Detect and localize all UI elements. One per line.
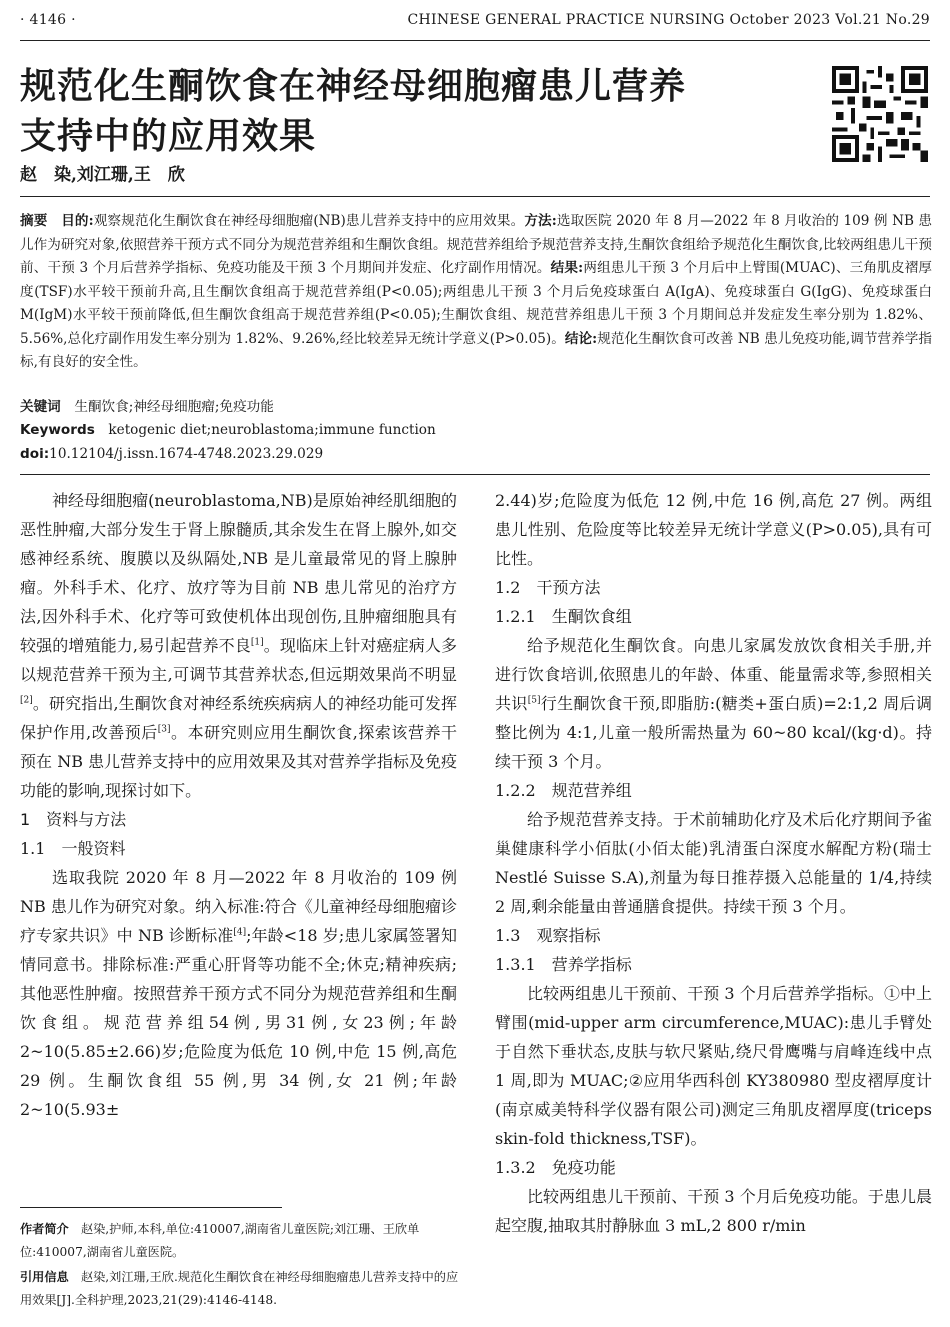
page-number: · 4146 · <box>20 12 76 28</box>
doi-link[interactable]: 10.12104/j.issn.1674-4748.2023.29.029 <box>49 446 324 462</box>
general-data-continued: 2.44)岁;危险度为低危 12 例,中危 16 例,高危 27 例。两组患儿性别、危险度等比较差异无统计学意义(P>0.05),具有可比性。 <box>495 491 932 568</box>
result-text: 两组患儿干预 3 个月后中上臂围(MUAC)、三角肌皮褶厚度(TSF)水平较干预前升高,且生酮饮食组高于规范营养组(P<0.05);两组患儿干预 3 个月后免疫球蛋白 A(IgA)、免疫球蛋白 G(IgG)、免疫球蛋白 M(IgM)水平较干预前降低,但生酮饮食组高于规范营养组(P<0.05);生酮饮食组、规范营养组患儿干预 3 个月期间总并发症发生率分别为 1.82%、5.56%,总化疗副作用发生率分别为 1.82%、9.26%,经比较差异无统计学意义(P>0.05)。 <box>20 260 932 347</box>
result-label: 结果: <box>550 260 584 276</box>
journal-info: CHINESE GENERAL PRACTICE NURSING October 2023 Vol.21 No.29 <box>407 12 930 28</box>
nutrition-index-paragraph: 比较两组患儿干预前、干预 3 个月后营养学指标。①中上臂围(mid-upper arm circumference,MUAC):患儿手臂处于自然下垂状态,皮肤与软尺紧贴,绕尺骨鹰嘴与肩峰连线中点 1 周,即为 MUAC;②应用华西科创 KY380980 型皮褶厚度计(南京威美特科学仪器有限公司)测定三角肌皮褶厚度(triceps skin-fold thickness,TSF)。 <box>495 984 932 1148</box>
citation-4[interactable]: [4] <box>233 927 247 938</box>
abstract-rule <box>20 474 930 475</box>
section-heading-1-3-1: 1.3.1 营养学指标 <box>495 955 632 974</box>
citation-3[interactable]: [3] <box>157 724 171 735</box>
section-heading-1-2: 1.2 干预方法 <box>495 578 601 597</box>
citation-footnote-label: 引用信息 <box>20 1270 69 1284</box>
title-line-1: 规范化生酮饮食在神经母细胞瘤患儿营养 <box>20 66 687 107</box>
intro-text-b: 。现临床上针对癌症病人多以规范营养干预为主,可调节其营养状态,但远期效果尚不明显 <box>20 636 457 684</box>
citation-footnote <box>20 1266 460 1312</box>
section-heading-1: 1 资料与方法 <box>20 810 127 829</box>
section-heading-1-3-2: 1.3.2 免疫功能 <box>495 1158 616 1177</box>
author-footnote-label: 作者简介 <box>20 1222 69 1236</box>
section-heading-1-2-1: 1.2.1 生酮饮食组 <box>495 607 632 626</box>
ketogenic-text-a: 给予规范化生酮饮食。向患儿家属发放饮食相关手册,并进行饮食培训,依照患儿的年龄、体重、能量需求等,参照相关共识 <box>495 636 932 713</box>
keywords-en <box>20 419 436 441</box>
general-data-text-a: 选取我院 2020 年 8 月—2022 年 8 月收治的 109 例 NB 患儿作为研究对象。纳入标准:符合《儿童神经母细胞瘤诊疗专家共识》中 NB 诊断标准 <box>20 868 457 945</box>
conclusion-label: 结论: <box>564 330 598 347</box>
citation-footnote-text: 赵染,刘江珊,王欣.规范化生酮饮食在神经母细胞瘤患儿营养支持中的应用效果[J].全科护理,2023,21(29):4146-4148. <box>20 1270 459 1307</box>
footnote-rule <box>20 1207 282 1208</box>
doi-label: doi: <box>20 446 50 462</box>
title-rule <box>20 196 930 197</box>
section-heading-1-3: 1.3 观察指标 <box>495 926 601 945</box>
left-column <box>20 486 457 1124</box>
intro-text-d: 。本研究则应用生酮饮食,探索该营养干预在 NB 患儿营养支持中的应用效果及其对营养学指标及免疫功能的影响,现探讨如下。 <box>20 723 457 800</box>
article-title <box>20 62 820 162</box>
objective-label: 目的: <box>61 213 94 229</box>
intro-text-a: 神经母细胞瘤(neuroblastoma,NB)是原始神经肌细胞的恶性肿瘤,大部分发生于肾上腺髓质,其余发生在肾上腺外,如交感神经系统、腹膜以及纵隔处,NB 是儿童最常见的肾上腺肿瘤。外科手术、化疗、放疗等为目前 NB 患儿常见的治疗方法,因外科手术、化疗等可致使机体出现创伤,且肿瘤细胞具有较强的增殖能力,易引起营养不良 <box>20 491 457 655</box>
general-data-text-b: ;年龄<18 岁;患儿家属签署知情同意书。排除标准:严重心肝肾等功能不全;休克;精神疾病;其他恶性肿瘤。按照营养干预方式不同分为规范营养组和生酮饮食组。规范营养组54例,男31例,女23例;年龄2~10(5.85±2.66)岁;危险度为低危 10 例,中危 15 例,高危 29 例。生酮饮食组 55 例,男 34 例,女 21 例;年龄 2~10(5.93± <box>20 926 457 1119</box>
method-text: 选取医院 2020 年 8 月—2022 年 8 月收治的 109 例 NB 患儿作为研究对象,依照营养干预方式不同分为规范营养组和生酮饮食组。规范营养组给予规范营养支持,生酮饮食组给予规范化生酮饮食,比较两组患儿干预前、干预 3 个月后营养学指标、免疫功能及干预 3 个月期间并发症、化疗副作用情况。 <box>20 213 932 276</box>
citation-5[interactable]: [5] <box>527 695 541 706</box>
abstract-label: 摘要 <box>20 213 48 229</box>
immune-function-paragraph: 比较两组患儿干预前、干预 3 个月后免疫功能。于患儿晨起空腹,抽取其肘静脉血 3 mL,2 800 r/min <box>495 1187 932 1235</box>
intro-paragraph <box>20 486 457 805</box>
author-list: 赵 染,刘江珊,王 欣 <box>20 165 185 185</box>
ketogenic-group-paragraph <box>495 631 932 776</box>
right-column <box>495 486 932 1240</box>
citation-2[interactable]: [2] <box>20 695 33 706</box>
method-label: 方法: <box>524 213 557 229</box>
standard-nutrition-paragraph: 给予规范营养支持。于术前辅助化疗及术后化疗期间予雀巢健康科学小佰肽(小佰太能)乳清蛋白深度水解配方粉(瑞士 Nestlé Suisse S.A),剂量为每日推荐摄入总能量的 1/4,持续 2 周,剩余能量由普通膳食提供。持续干预 3 个月。 <box>495 810 932 916</box>
header-rule <box>20 40 930 41</box>
objective-text: 观察规范化生酮饮食在神经母细胞瘤(NB)患儿营养支持中的应用效果。 <box>93 213 525 229</box>
author-footnote <box>20 1218 460 1264</box>
author-footnote-text: 赵染,护师,本科,单位:410007,湖南省儿童医院;刘江珊、王欣单位:410007,湖南省儿童医院。 <box>20 1222 420 1259</box>
keywords-en-label: Keywords <box>20 422 95 438</box>
conclusion-text: 规范化生酮饮食可改善 NB 患儿免疫功能,调节营养学指标,有良好的安全性。 <box>20 330 932 370</box>
doi <box>20 443 323 465</box>
keywords-cn-label: 关键词 <box>20 399 61 415</box>
keywords-cn <box>20 396 274 418</box>
title-line-2: 支持中的应用效果 <box>20 116 317 157</box>
keywords-cn-text: 生酮饮食;神经母细胞瘤;免疫功能 <box>74 399 274 415</box>
general-data-paragraph <box>20 863 457 1124</box>
citation-1[interactable]: [1] <box>250 637 264 648</box>
intro-text-c: 。研究指出,生酮饮食对神经系统疾病病人的神经功能可发挥保护作用,改善预后 <box>20 694 457 742</box>
ketogenic-text-b: 行生酮饮食干预,即脂肪:(糖类+蛋白质)=2:1,2 周后调整比例为 4:1,儿童一般所需热量为 60~80 kcal/(kg·d)。持续干预 3 个月。 <box>495 694 932 771</box>
running-header <box>20 12 930 34</box>
keywords-en-text: ketogenic diet;neuroblastoma;immune function <box>108 422 436 438</box>
qr-code-icon <box>832 66 928 162</box>
section-heading-1-1: 1.1 一般资料 <box>20 839 126 858</box>
abstract <box>20 210 932 375</box>
section-heading-1-2-2: 1.2.2 规范营养组 <box>495 781 632 800</box>
